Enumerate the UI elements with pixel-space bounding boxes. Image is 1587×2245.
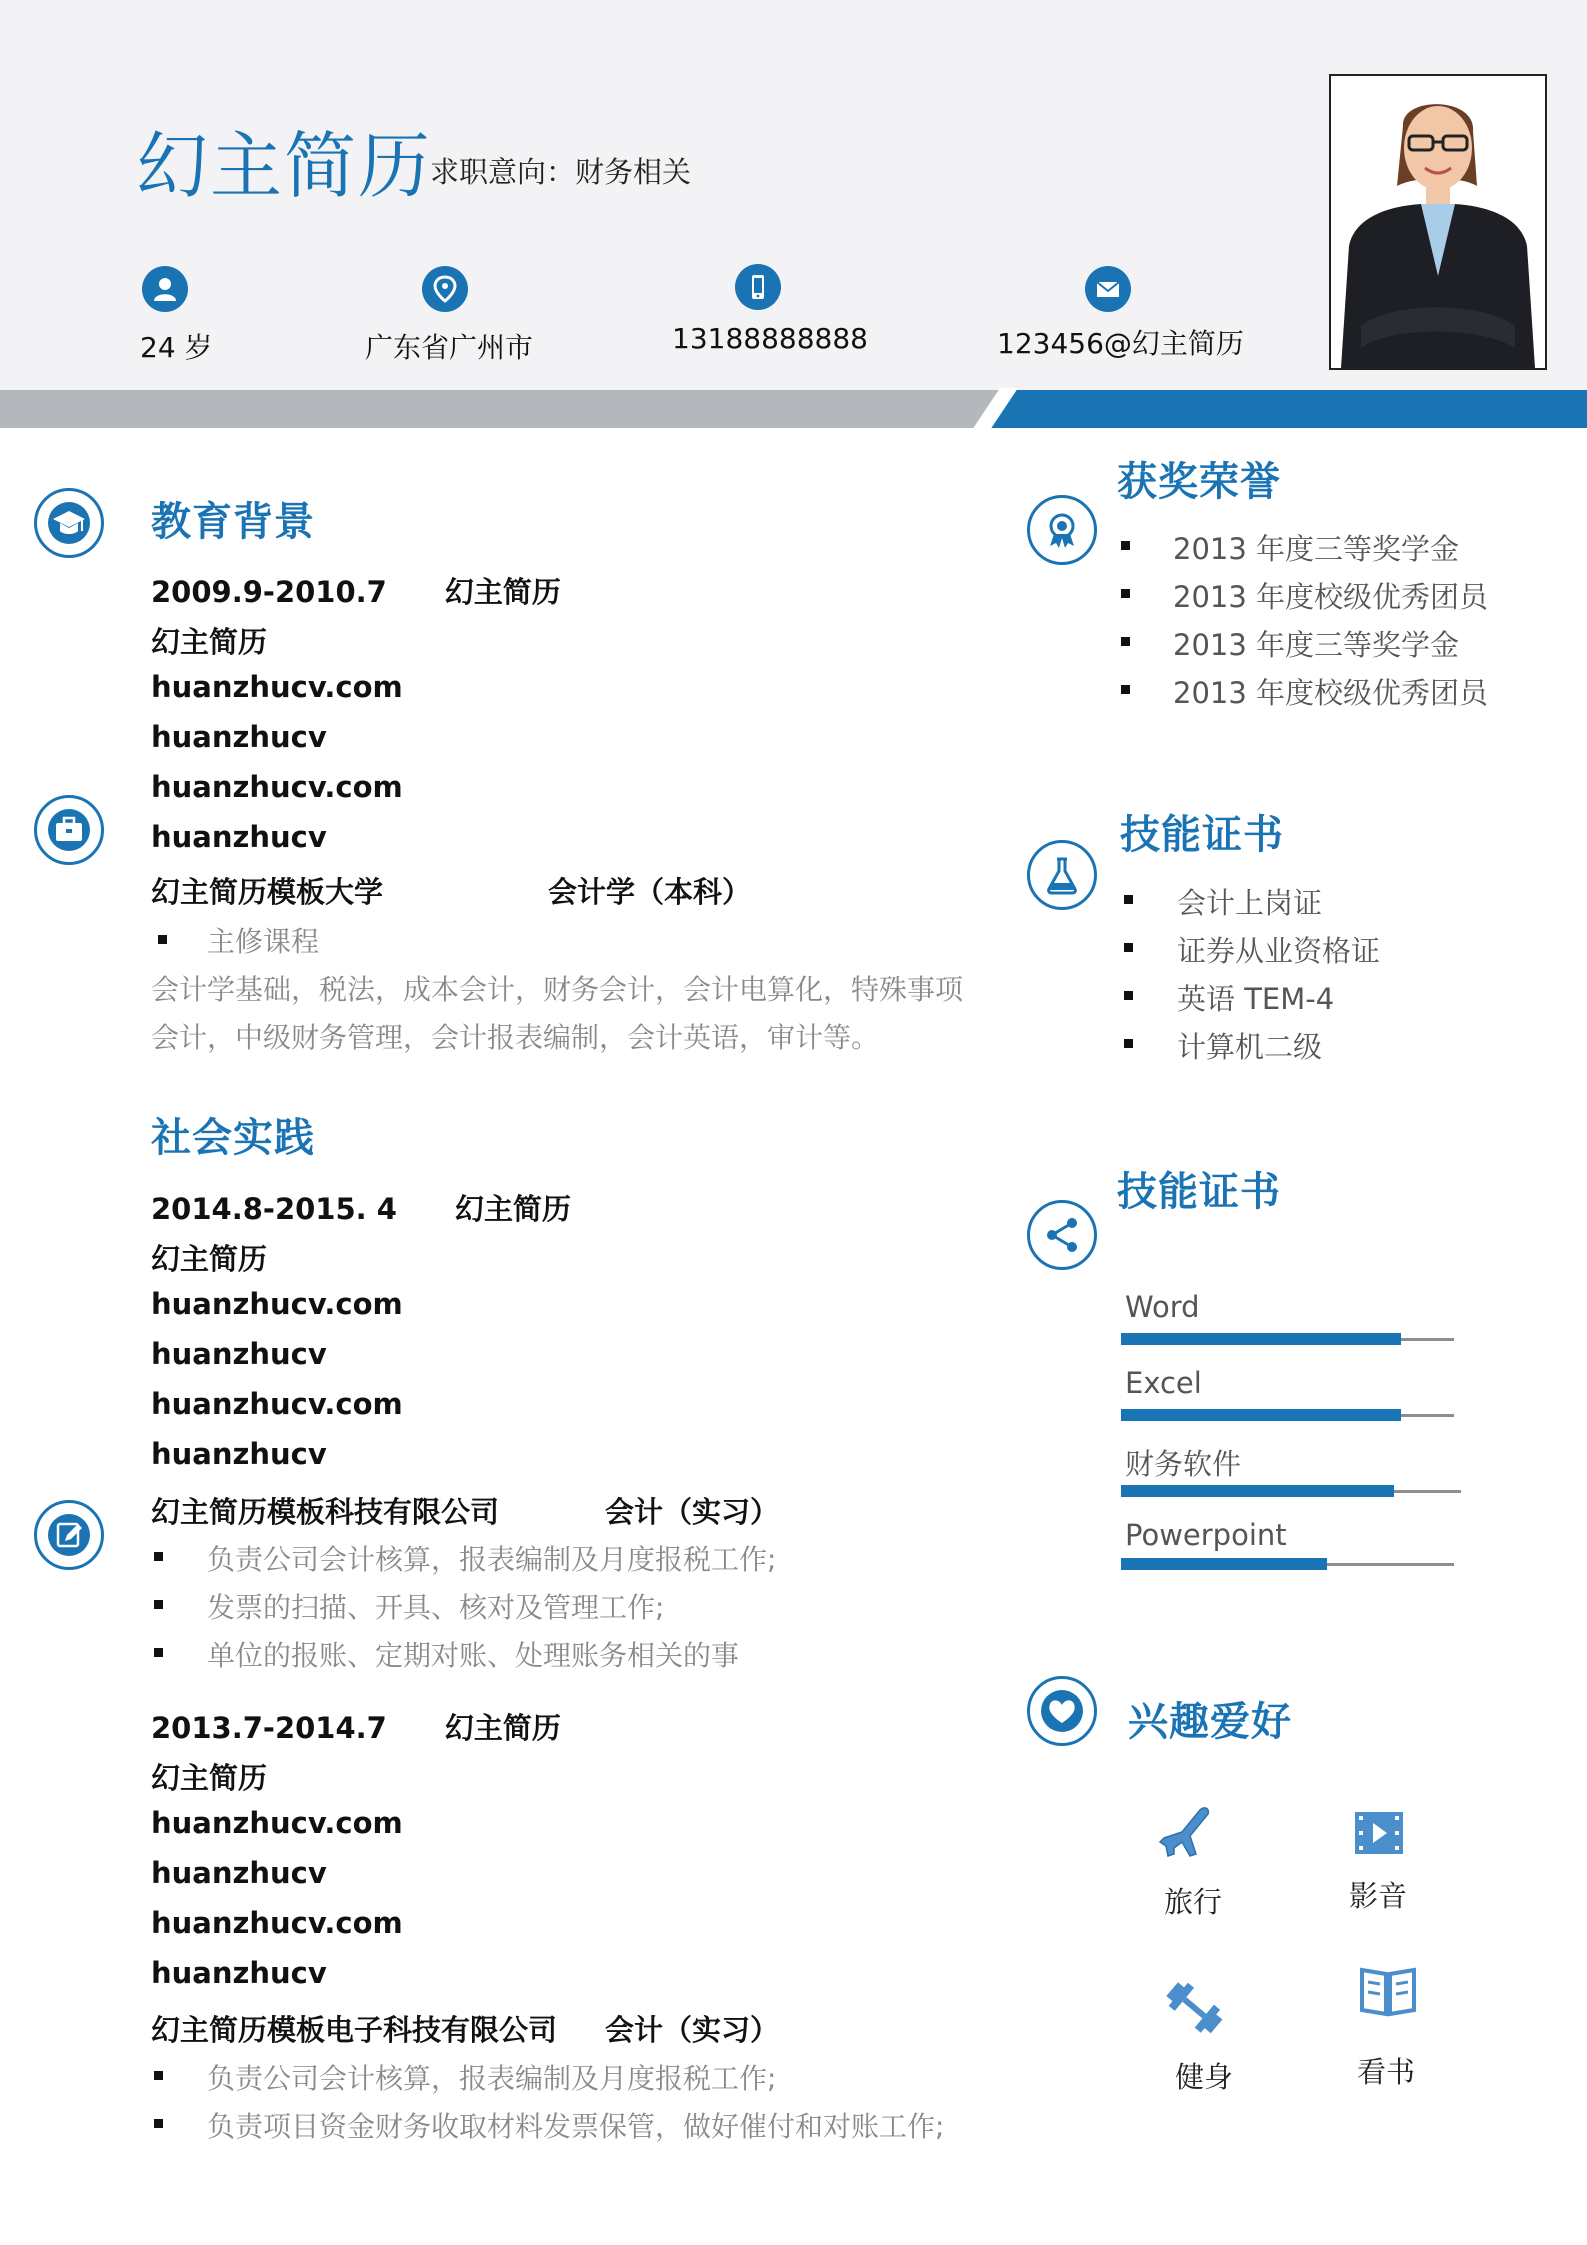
practice-duty: 负责项目资金财务收取材料发票保管，做好催付和对账工作;: [207, 2110, 945, 2143]
certs-title: 技能证书: [1120, 812, 1284, 858]
skill-label: Powerpoint: [1125, 1518, 1287, 1552]
practice-role: 会计（实习）: [605, 1495, 780, 1529]
video-icon: [1352, 1806, 1406, 1864]
awards-title: 获奖荣誉: [1117, 459, 1281, 505]
hobbies-title: 兴趣爱好: [1128, 1699, 1292, 1745]
practice-duty: 负责公司会计核算，报表编制及月度报税工作;: [207, 1543, 777, 1576]
hobby-label: 旅行: [1164, 1885, 1223, 1919]
education-line: huanzhucv.com: [151, 770, 403, 804]
award-item: 2013 年度校级优秀团员: [1173, 676, 1489, 710]
practice-line: 2014.8-2015. 4 幻主简历: [151, 1192, 571, 1226]
mail-icon: [1085, 266, 1131, 312]
practice-line: huanzhucv.com: [151, 1806, 403, 1840]
contact-email: 123456@幻主简历: [997, 327, 1244, 360]
course-text: 会计，中级财务管理，会计报表编制，会计英语，审计等。: [151, 1021, 880, 1054]
course-text: 会计学基础，税法，成本会计，财务会计，会计电算化，特殊事项: [151, 973, 964, 1006]
dumbbell-icon: [1160, 1975, 1230, 2043]
bullet: [154, 1600, 163, 1609]
course-label: 主修课程: [207, 925, 320, 958]
hobby-label: 看书: [1357, 2055, 1416, 2089]
practice-company: 幻主简历模板科技有限公司: [151, 1495, 500, 1529]
location-icon: [422, 266, 468, 312]
bullet: [1121, 589, 1130, 598]
practice-line: huanzhucv: [151, 1337, 327, 1371]
skill-bar-fill: [1121, 1409, 1401, 1421]
education-line: 幻主简历: [151, 625, 268, 659]
practice-line: huanzhucv.com: [151, 1906, 403, 1940]
edit-icon: [34, 1500, 104, 1570]
bullet: [1124, 943, 1133, 952]
hobby-label: 影音: [1349, 1879, 1408, 1913]
bullet: [154, 1552, 163, 1561]
book-icon: [1358, 1962, 1418, 2022]
cert-item: 计算机二级: [1177, 1030, 1323, 1064]
skill-label: Excel: [1125, 1366, 1202, 1400]
bullet: [154, 1648, 163, 1657]
profile-photo: [1329, 74, 1547, 370]
skill-label: Word: [1125, 1290, 1200, 1324]
bullet: [158, 935, 167, 944]
practice-duty: 单位的报账、定期对账、处理账务相关的事: [207, 1639, 740, 1672]
education-major: 会计学（本科）: [548, 875, 752, 909]
education-title: 教育背景: [151, 499, 315, 545]
bullet: [1121, 541, 1130, 550]
briefcase-icon: [34, 795, 104, 865]
contact-phone: 13188888888: [672, 322, 868, 355]
bullet: [1121, 637, 1130, 646]
cert-item: 会计上岗证: [1177, 886, 1323, 920]
user-icon: [142, 266, 188, 312]
skills-title: 技能证书: [1117, 1169, 1281, 1215]
practice-line: huanzhucv.com: [151, 1287, 403, 1321]
contact-age: 24 岁: [140, 331, 213, 364]
practice-duty: 负责公司会计核算，报表编制及月度报税工作;: [207, 2062, 777, 2095]
cert-item: 证券从业资格证: [1177, 934, 1381, 968]
skill-bar-fill: [1121, 1333, 1401, 1345]
practice-line: 幻主简历: [151, 1761, 268, 1795]
flask-icon: [1027, 840, 1097, 910]
bullet: [1121, 685, 1130, 694]
contact-location: 广东省广州市: [365, 331, 534, 364]
heart-icon: [1027, 1676, 1097, 1746]
graduation-cap-icon: [34, 488, 104, 558]
education-school: 幻主简历模板大学: [151, 875, 384, 909]
bullet: [154, 2071, 163, 2080]
bullet: [1124, 1039, 1133, 1048]
job-intent: 求职意向：财务相关: [430, 155, 692, 189]
bullet: [1124, 991, 1133, 1000]
practice-line: huanzhucv: [151, 1856, 327, 1890]
practice-duty: 发票的扫描、开具、核对及管理工作;: [207, 1591, 665, 1624]
education-line: huanzhucv: [151, 720, 327, 754]
practice-line: 幻主简历: [151, 1242, 268, 1276]
award-item: 2013 年度三等奖学金: [1173, 628, 1460, 662]
airplane-icon: [1156, 1800, 1220, 1868]
hobby-label: 健身: [1175, 2060, 1234, 2094]
skill-label: 财务软件: [1125, 1447, 1242, 1481]
skill-bar-fill: [1121, 1485, 1394, 1497]
skill-bar-fill: [1121, 1558, 1327, 1570]
resume-name: 幻主简历: [136, 124, 433, 208]
practice-line: huanzhucv: [151, 1956, 327, 1990]
award-ribbon-icon: [1027, 495, 1097, 565]
practice-role: 会计（实习）: [605, 2013, 780, 2047]
education-line: huanzhucv: [151, 820, 327, 854]
practice-title: 社会实践: [151, 1115, 315, 1161]
cert-item: 英语 TEM-4: [1177, 982, 1335, 1016]
practice-line: huanzhucv.com: [151, 1387, 403, 1421]
practice-line: 2013.7-2014.7 幻主简历: [151, 1711, 561, 1745]
education-line: huanzhucv.com: [151, 670, 403, 704]
practice-company: 幻主简历模板电子科技有限公司: [151, 2013, 558, 2047]
practice-line: huanzhucv: [151, 1437, 327, 1471]
education-line: 2009.9-2010.7 幻主简历: [151, 575, 561, 609]
award-item: 2013 年度三等奖学金: [1173, 532, 1460, 566]
bullet: [154, 2119, 163, 2128]
share-icon: [1027, 1200, 1097, 1270]
phone-icon: [735, 264, 781, 310]
award-item: 2013 年度校级优秀团员: [1173, 580, 1489, 614]
bullet: [1124, 895, 1133, 904]
